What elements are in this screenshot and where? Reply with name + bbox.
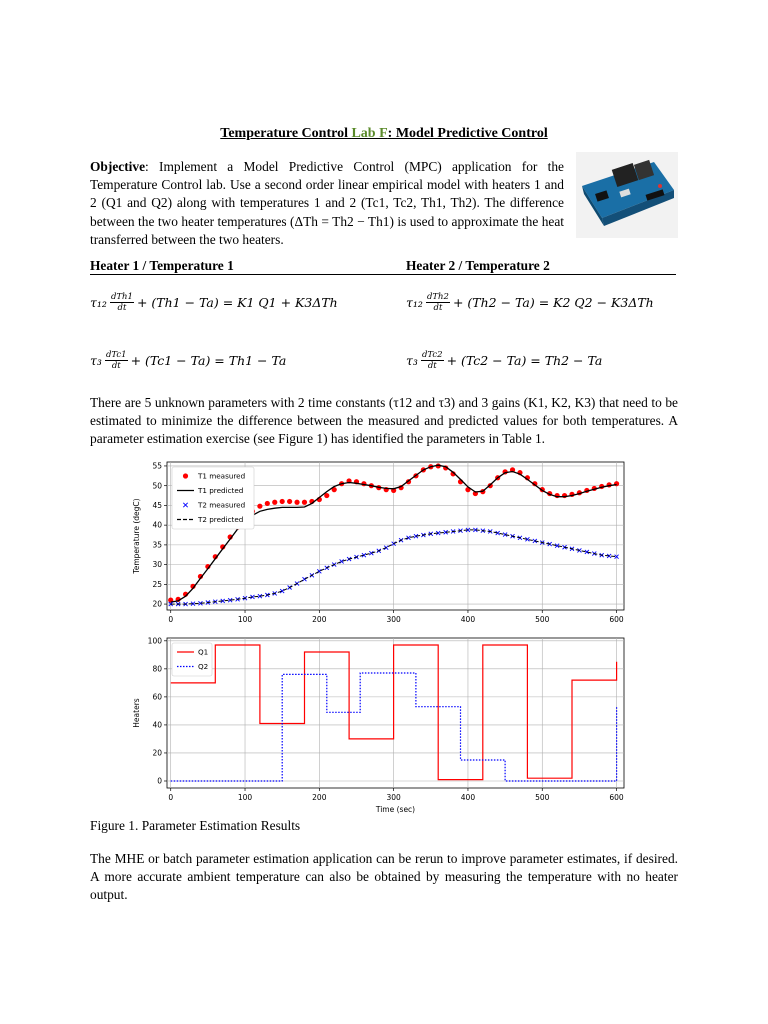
tick-label-y: 100 xyxy=(147,636,162,646)
eq-c2-lhs: τ₃ xyxy=(406,353,418,368)
heater-chart xyxy=(132,636,624,814)
equation-heater1 xyxy=(90,292,338,313)
eq-c2-rhs: + (Tc2 − Ta) = Th2 − Ta xyxy=(446,353,603,368)
tick-label-y: 60 xyxy=(152,692,162,702)
data-point-t1-measured xyxy=(562,493,567,498)
data-point-t1-measured xyxy=(265,501,270,506)
tick-label-x: 600 xyxy=(609,793,624,802)
tick-label-y: 55 xyxy=(152,461,162,471)
tick-label-y: 25 xyxy=(152,579,162,589)
equation-sensor1 xyxy=(90,350,286,371)
legend-label: Q1 xyxy=(198,647,209,657)
axis-label-y: Heaters xyxy=(132,698,141,728)
tick-label-y: 20 xyxy=(152,748,162,758)
tick-label-y: 30 xyxy=(152,560,162,570)
tick-label-x: 300 xyxy=(386,615,401,624)
equation-heater2 xyxy=(406,292,654,313)
tick-label-x: 100 xyxy=(237,615,253,624)
page-title xyxy=(0,126,768,142)
data-point-t1-measured xyxy=(302,500,307,505)
closing-paragraph: The MHE or batch parameter estimation application can be rerun to improve parameter estimates, if desired. A more accurate ambient temperature can also be obtained by measuring the temperature with no heater output. xyxy=(90,851,678,903)
figure-1 xyxy=(0,452,768,852)
eq-c1-den: dt xyxy=(111,361,121,371)
eq-c2-den: dt xyxy=(427,361,437,371)
tick-label-y: 40 xyxy=(152,720,162,730)
legend-label: T1 predicted xyxy=(198,486,244,496)
title-prefix: Temperature Control xyxy=(220,126,352,141)
eq-h1-den: dt xyxy=(117,303,127,313)
legend-label: Q2 xyxy=(198,662,209,672)
tick-label-y: 45 xyxy=(152,501,162,511)
eq-h2-num: dTh2 xyxy=(426,292,449,302)
eq-c1-rhs: + (Tc1 − Ta) = Th1 − Ta xyxy=(130,353,287,368)
tick-label-x: 600 xyxy=(609,615,624,624)
data-point-t1-measured xyxy=(257,504,262,509)
tick-label-x: 500 xyxy=(535,615,550,624)
title-lab-link[interactable]: Lab F xyxy=(351,126,388,141)
eq-h1-num: dTh1 xyxy=(110,292,133,302)
tick-label-x: 500 xyxy=(535,793,550,802)
eq-c2-num: dTc2 xyxy=(421,350,443,360)
objective-text: : Implement a Model Predictive Control (MPC) application for the Temperature Control lab. Use a second order linear empirical model with heaters 1 and 2 (Q1 and Q2) along with temperatures 1 and 2 (Tc1, Tc2, Th1, Th2). The difference between the two heater temperatures (ΔTh = Th2 − Th1) is used to approximate the heat transferred between the two heaters. xyxy=(90,159,564,247)
legend-label: T1 measured xyxy=(198,471,246,481)
data-point-t1-measured xyxy=(287,499,292,504)
eq-h2-rhs: + (Th2 − Ta) = K2 Q2 − K3ΔTh xyxy=(452,295,654,310)
heater1-header: Heater 1 / Temperature 1 xyxy=(90,258,234,273)
axis-label-x: Time (sec) xyxy=(375,805,416,814)
data-point-t1-measured xyxy=(280,499,285,504)
title-suffix: : Model Predictive Control xyxy=(387,126,548,141)
tick-label-x: 100 xyxy=(237,793,253,802)
eq-c1-lhs: τ₃ xyxy=(90,353,102,368)
figure-caption: Figure 1. Parameter Estimation Results xyxy=(90,818,301,833)
axis-label-y: Temperature (degC) xyxy=(132,498,141,574)
tick-label-x: 200 xyxy=(312,793,327,802)
eq-c1-num: dTc1 xyxy=(105,350,127,360)
objective-paragraph xyxy=(90,158,564,249)
tick-label-y: 35 xyxy=(152,540,162,550)
tick-label-y: 40 xyxy=(152,520,162,530)
eq-c1-fraction xyxy=(105,350,128,371)
eq-h2-fraction xyxy=(426,292,450,313)
eq-c2-fraction xyxy=(421,350,444,371)
parameters-paragraph: There are 5 unknown parameters with 2 time constants (τ12 and τ3) and 3 gains (K1, K2, K3) that need to be estimated to minimize the difference between the measured and predicted values for both temperatures. A parameter estimation exercise (see Figure 1) has identified the parameters in Table 1. xyxy=(90,395,678,447)
eq-h1-fraction xyxy=(110,292,134,313)
tick-label-x: 400 xyxy=(460,615,476,624)
tick-label-x: 0 xyxy=(168,615,174,624)
tick-label-y: 50 xyxy=(152,481,162,491)
legend-label: T2 predicted xyxy=(198,515,244,525)
tick-label-y: 0 xyxy=(157,776,162,786)
eq-h1-rhs: + (Th1 − Ta) = K1 Q1 + K3ΔTh xyxy=(136,295,338,310)
data-point-t1-measured xyxy=(272,500,277,505)
tick-label-y: 20 xyxy=(152,599,162,609)
objective-label: Objective xyxy=(90,159,146,174)
tick-label-x: 200 xyxy=(312,615,327,624)
data-point-t1-measured xyxy=(614,481,619,486)
tick-label-x: 0 xyxy=(168,793,174,802)
legend-label: T2 measured xyxy=(198,500,246,510)
eq-h2-den: dt xyxy=(433,303,443,313)
tick-label-x: 300 xyxy=(386,793,401,802)
heater2-header: Heater 2 / Temperature 2 xyxy=(406,258,550,273)
tick-label-x: 400 xyxy=(460,793,476,802)
equation-sensor2 xyxy=(406,350,602,371)
temperature-chart xyxy=(132,462,624,624)
arduino-board-photo xyxy=(576,152,678,238)
legend-marker xyxy=(183,473,188,478)
data-point-t1-measured xyxy=(294,500,299,505)
eq-h1-lhs: τ₁₂ xyxy=(90,295,107,310)
plot-area xyxy=(167,638,624,788)
tick-label-y: 80 xyxy=(152,664,162,674)
header-underline xyxy=(90,274,676,275)
eq-h2-lhs: τ₁₂ xyxy=(406,295,423,310)
